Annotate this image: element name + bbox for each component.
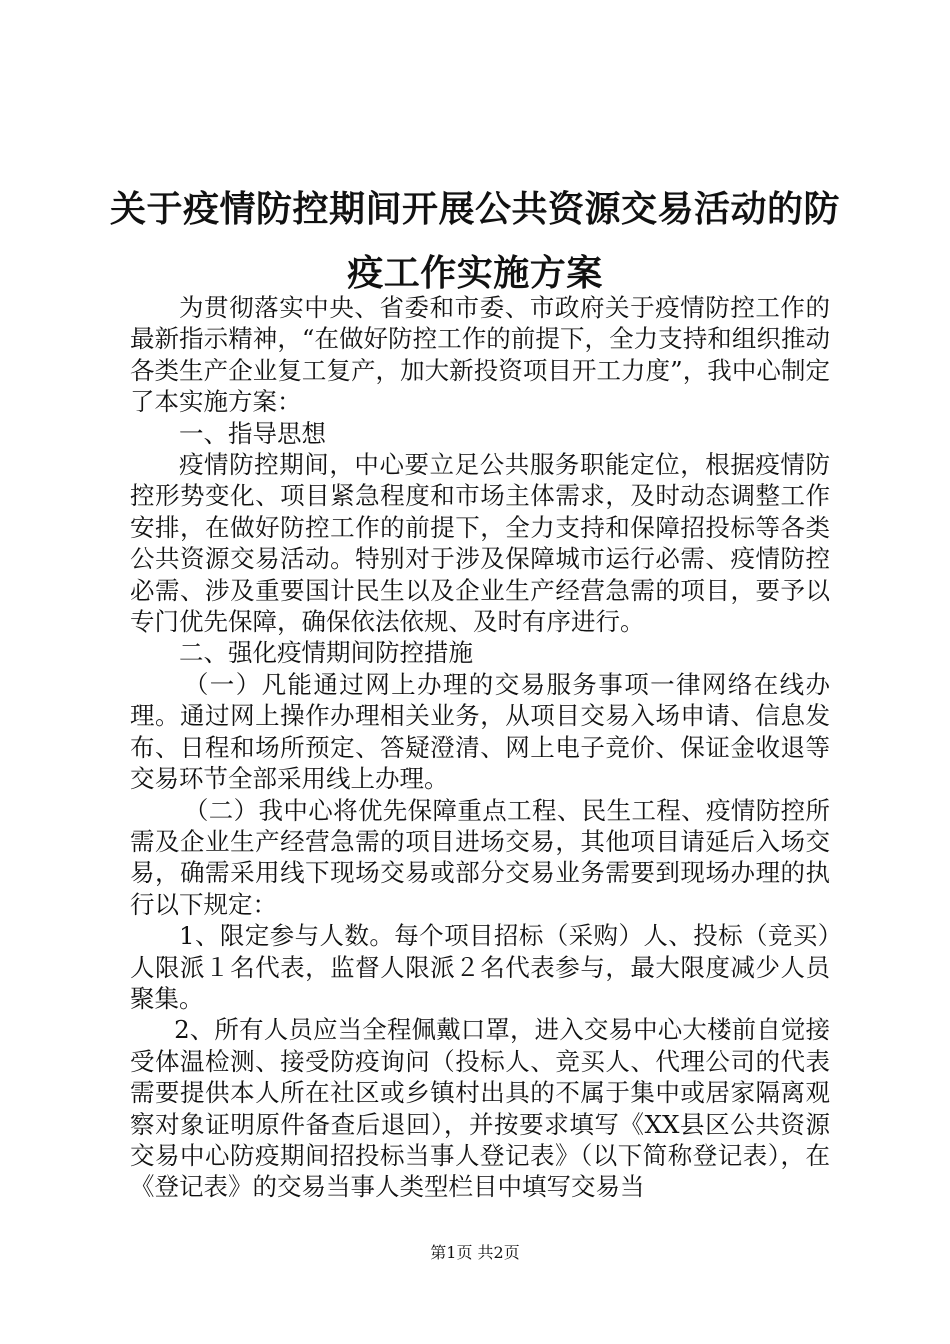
paragraph-measure-1: （一）凡能通过网上办理的交易服务事项一律网络在线办理。通过网上操作办理相关业务，从项目交易入场申请、信息发布、日程和场所预定、答疑澄清、网上电子竞价、保证金收退等交易环节全部采用线上办理。 [130, 669, 830, 794]
paragraph-intro: 为贯彻落实中央、省委和市委、市政府关于疫情防控工作的最新指示精神，“在做好防控工作的前提下，全力支持和组织推动各类生产企业复工复产，加大新投资项目开工力度”，我中心制定了本实施方案： [130, 293, 830, 417]
page-footer: 第1页 共2页 [430, 1243, 520, 1262]
paragraph-guiding-principle: 疫情防控期间，中心要立足公共服务职能定位，根据疫情防控形势变化、项目紧急程度和市场主体需求，及时动态调整工作安排，在做好防控工作的前提下，全力支持和保障招投标等各类公共资源交易活动。特别对于涉及保障城市运行必需、疫情防控必需、涉及重要国计民生以及企业生产经营急需的项目，要予以专门优先保障，确保依法依规、及时有序进行。 [130, 450, 830, 637]
document-body [130, 292, 830, 1203]
heading-prevention-measures: 二、强化疫情期间防控措施 [179, 638, 473, 668]
paragraph-measure-2: （二）我中心将优先保障重点工程、民生工程、疫情防控所需及企业生产经营急需的项目进场交易，其他项目请延后入场交易，确需采用线下现场交易或部分交易业务需要到现场办理的执行以下规定： [130, 795, 830, 919]
paragraph-rule-2: 2、所有人员应当全程佩戴口罩，进入交易中心大楼前自觉接受体温检测、接受防疫询问（投标人、竞买人、代理公司的代表需要提供本人所在社区或乡镇村出具的不属于集中或居家隔离观察对象证明原件备查后退回），并按要求填写《XX县区公共资源交易中心防疫期间招投标当事人登记表》（以下简称登记表），在《登记表》的交易当事人类型栏目中填写交易当 [130, 1015, 830, 1202]
heading-guiding-principle: 一、指导思想 [179, 418, 326, 448]
paragraph-rule-1: 1、限定参与人数。每个项目招标（采购）人、投标（竞买）人限派１名代表，监督人限派２名代表参与，最大限度减少人员聚集。 [130, 921, 830, 1013]
document-title: 关于疫情防控期间开展公共资源交易活动的防疫工作实施方案 [109, 189, 840, 294]
